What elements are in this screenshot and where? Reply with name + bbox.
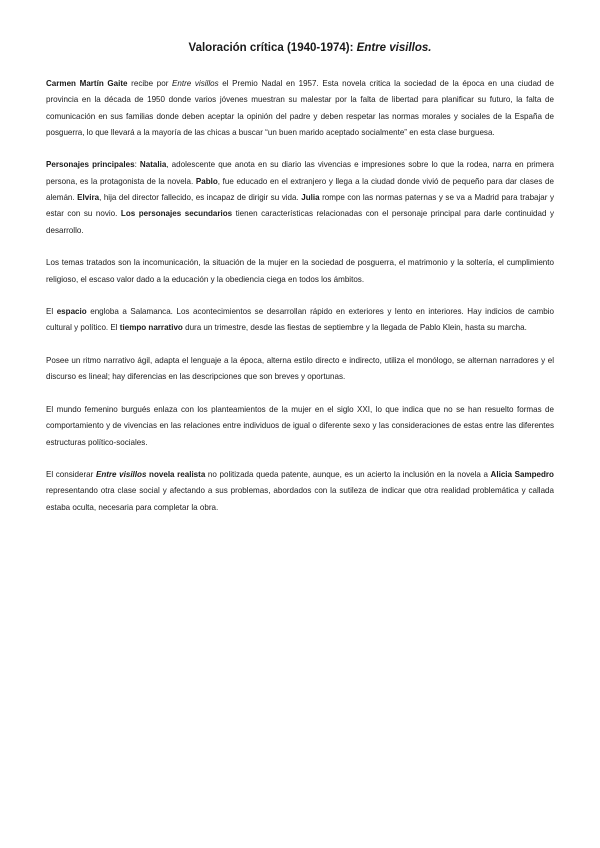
document-title xyxy=(0,42,600,54)
title-main: Valoración crítica (1940-1974): xyxy=(188,42,357,54)
paragraph-themes: Los temas tratados son la incomunicación, la situación de la mujer en la sociedad de posguerra, el matrimonio y la soltería, el cumplimiento religioso, el escaso valor dado a la educación y la obediencia ciega en todos los ámbitos. xyxy=(46,258,554,284)
characters-heading: Personajes principales xyxy=(46,160,135,170)
paragraph-conclusion: El considerar Entre visillos novela realista no politizada queda patente, aunque, es un acierto la inclusión en la novela a Alicia Sampedro representando otra clase social y afectando a sus problemas, abordados con la sutileza de indicar que otra realidad problemática y callada estaba oculta, necesaria para completar la obra. xyxy=(46,470,554,512)
realist-novel-term: novela realista xyxy=(149,470,206,480)
character-natalia: Natalia xyxy=(139,160,167,170)
paragraph-style: Posee un ritmo narrativo ágil, adapta el lenguaje a la época, alterna estilo directo e indirecto, utiliza el monólogo, se alternan narradores y el discurso es lineal; hay diferencias en las descripciones que son breves y oportunas. xyxy=(46,356,554,382)
document-body xyxy=(46,76,554,516)
character-elvira: Elvira xyxy=(77,193,100,203)
space-term: espacio xyxy=(56,307,87,317)
novel-title-bold: Entre visillos xyxy=(95,470,147,480)
novel-title: Entre visillos xyxy=(172,79,219,88)
title-italic: Entre visillos. xyxy=(356,42,432,54)
paragraph-feminine-world: El mundo femenino burgués enlaza con los planteamientos de la mujer en el siglo XXI, lo que indica que no se han resuelto formas de comportamiento y de vivencias en las relaciones entre individuos de igual o diferente sexo y las consideraciones de estas entre las diferentes estructuras político-sociales. xyxy=(46,404,554,447)
author-name: Carmen Martín Gaite xyxy=(46,79,128,88)
paragraph-space-time: El espacio engloba a Salamanca. Los acontecimientos se desarrollan rápido en exteriores y lento en interiores. Hay indicios de cambio cultural y político. El tiempo narrativo dura un trimestre, desde las fiestas de septiembre y la llegada de Pablo Klein, hasta su marcha. xyxy=(46,307,554,333)
narrative-time-term: tiempo narrativo xyxy=(119,323,183,333)
secondary-characters: Los personajes secundarios xyxy=(120,209,233,219)
paragraph-characters: Personajes principales: Natalia, adolescente que anota en su diario las vivencias e impresiones sobre lo que la rodea, narra en primera persona, es la protagonista de la novela. Pablo, fue educado en el extranjero y llega a la ciudad donde vivió de pequeño para dar clases de alemán. Elvira, hija del director fallecido, es incapaz de dirigir su vida. Julia rompe con las normas paternas y se va a Madrid para trabajar y estar con su novio. Los personajes secundarios tienen características relacionadas con el personaje principal para darle continuidad y desarrollo. xyxy=(46,160,554,235)
paragraph-introduction: Carmen Martín Gaite recibe por Entre visillos el Premio Nadal en 1957. Esta novela critica la sociedad de la época en una ciudad de provincia en la década de 1950 donde varios jóvenes muestran su malestar por la falta de libertad para planificar su futuro, la falta de comunicación en sus familias donde deben aceptar la opinión del padre y deben respetar las normas morales y sociales de la España de posguerra, lo que llevará a la mayoría de las chicas a buscar “un buen marido aceptado socialmente” en esta clase burguesa. xyxy=(46,79,554,137)
character-alicia-sampedro: Alicia Sampedro xyxy=(490,470,554,480)
character-julia: Julia xyxy=(301,193,320,203)
character-pablo: Pablo xyxy=(195,176,218,186)
